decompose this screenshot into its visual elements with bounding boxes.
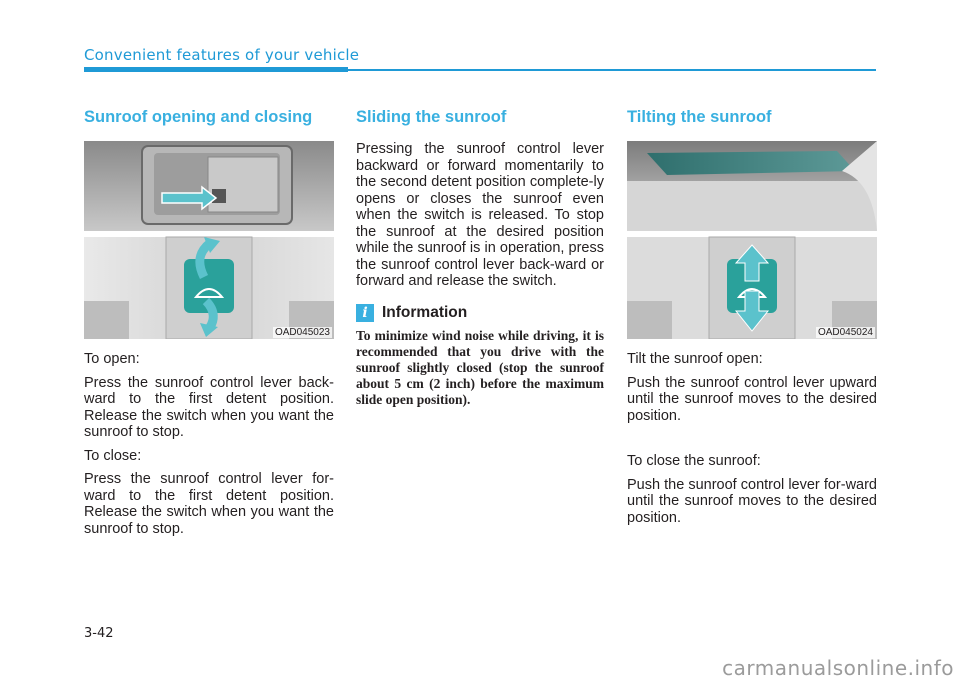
heading-opening: Sunroof opening and closing <box>84 108 313 126</box>
information-header <box>356 304 604 322</box>
column-tilting <box>627 108 877 533</box>
watermark: carmanualsonline.info <box>722 656 954 680</box>
paragraph: To open: <box>84 351 140 367</box>
page-number: 3-42 <box>84 626 114 641</box>
header-rule-thin <box>348 69 876 71</box>
column-sliding <box>356 108 604 408</box>
figure-code: OAD045023 <box>274 327 330 338</box>
paragraph: Pressing the sunroof control lever backward or forward momentarily to the second detent position complete-ly opens or closes the sunroof even when the switch is released. To stop the sunroof at the desired position while the sunroof is in operation, press the sunroof control lever back-ward or forward and release the switch. <box>356 141 604 289</box>
section-title: Convenient features of your vehicle <box>84 46 360 64</box>
illustration-sunroof-slide <box>84 141 334 339</box>
information-title: Information <box>382 303 468 321</box>
paragraph: Push the sunroof control lever upward until the sunroof moves to the desired position. <box>627 374 877 424</box>
figure-sunroof-slide-switch <box>84 141 334 339</box>
info-icon: i <box>356 304 374 322</box>
paragraph: Push the sunroof control lever for-ward until the sunroof moves to the desired position. <box>627 476 877 526</box>
paragraph: Press the sunroof control lever for-ward to the first detent position. Release the switch when you want the sunroof to stop. <box>84 471 334 537</box>
header-rule-thick <box>84 67 348 72</box>
heading-tilting: Tilting the sunroof <box>627 108 772 126</box>
information-text: To minimize wind noise while driving, it is recommended that you drive with the sunroof slightly closed (stop the sunroof about 5 cm (2 inch) before the maximum slide open position). <box>356 327 604 407</box>
heading-sliding: Sliding the sunroof <box>356 108 507 126</box>
illustration-sunroof-tilt <box>627 141 877 339</box>
paragraph: Tilt the sunroof open: <box>627 351 763 367</box>
figure-code: OAD045024 <box>817 327 873 338</box>
column-opening <box>84 108 334 544</box>
spacer <box>627 431 877 453</box>
paragraph: Press the sunroof control lever back-ward to the first detent position. Release the switch when you want the sunroof to stop. <box>84 374 334 440</box>
figure-sunroof-tilt-switch <box>627 141 877 339</box>
paragraph: To close the sunroof: <box>627 453 761 469</box>
paragraph: To close: <box>84 447 142 464</box>
